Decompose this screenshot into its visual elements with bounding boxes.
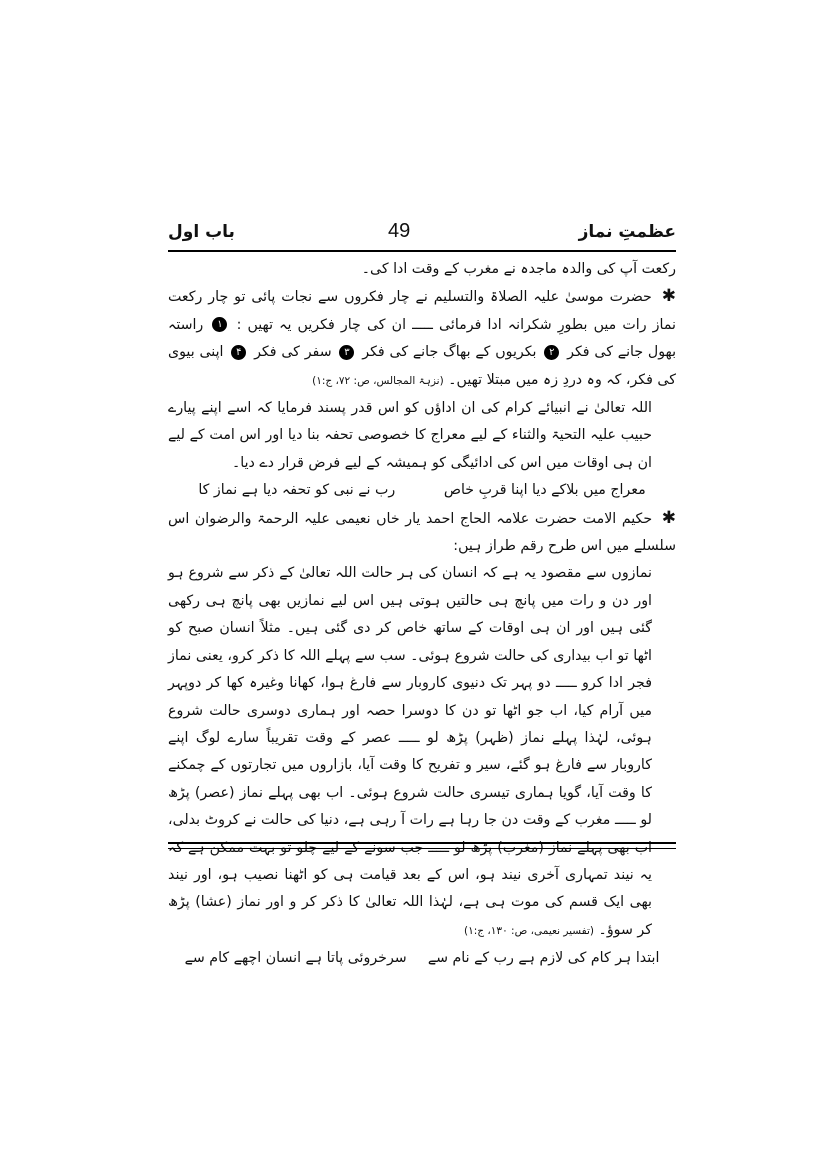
worry-3: سفر کی فکر bbox=[254, 344, 332, 361]
bullet-star-icon: ✱ bbox=[661, 507, 676, 528]
paragraph-2 bbox=[168, 283, 676, 395]
footer-rule-thin bbox=[168, 848, 676, 849]
worry-4: اپنی بیوی کی فکر، کہ وہ دردِ زہ میں مبتلا تھیں۔ bbox=[168, 344, 676, 388]
page-header bbox=[168, 220, 676, 250]
reference-1: (نزہۃ المجالس، ص: ۷۲، ج:۱) bbox=[312, 374, 444, 387]
number-badge-3: ۳ bbox=[339, 345, 354, 360]
paragraph-2-text: حضرت موسیٰ علیہ الصلاۃ والتسلیم نے چار فکروں سے نجات پائی تو چار رکعت نماز رات میں بطورِ شکرانہ ادا فرمائی ـــــ ان کی چار فکریں یہ تھیں : bbox=[168, 289, 677, 333]
book-title: عظمتِ نماز bbox=[578, 222, 676, 242]
worry-1: راستہ بھول جانے کی فکر bbox=[168, 316, 677, 361]
footer-rule-thick bbox=[168, 842, 676, 844]
body-text bbox=[168, 256, 676, 973]
page-number: 49 bbox=[388, 220, 411, 242]
couplet-2 bbox=[168, 945, 676, 972]
couplet-1-line-b: رب نے نبی کو تحفہ دیا ہے نماز کا bbox=[198, 482, 396, 499]
paragraph-5-text: نمازوں سے مقصود یہ ہے کہ انسان کی ہر حالت اللہ تعالیٰ کے ذکر سے شروع ہو اور دن و رات میں پانچ ہی حالتیں ہوتی ہیں اس لیے نمازیں بھی پانچ ہی رکھی گئی ہیں اور ان ہی اوقات کے ساتھ خاص کر دی گئی ہیں۔ مثلاً انسان صبح کو اٹھا تو اب بیداری کی حالت شروع ہوئی۔ سب سے پہلے اللہ کا ذکر کرو، یعنی نماز فجر ادا کرو ـــــ دو پہر تک دنیوی کاروبار سے فارغ ہوا، کھانا وغیرہ کھا کر دوپہر میں آرام کیا، اب جو اٹھا تو دن کا دوسرا حصہ اور ہماری دوسری حالت شروع ہوئی، لہٰذا پہلے نماز (ظہر) پڑھ لو ـــــ عصر کے وقت تقریباً سارے لوگ اپنے کاروبار سے فارغ ہو گئے، سیر و تفریح کا وقت آیا، بازاروں میں تجارتوں کے چمکنے کا وقت آیا، گویا ہماری تیسری حالت شروع ہوئی۔ اب بھی پہلے نماز (عصر) پڑھ لو ـــــ مغرب کے وقت دن جا رہا ہے رات آ رہی ہے، دنیا کی حالت نے کروٹ بدلی، اب بھی پہلے نماز (مغرب) پڑھ لو ـــــ جب سونے کے لیے چلو تو بہت ممکن ہے کہ یہ نیند تمہاری آخری نیند ہو، اس کے بعد قیامت ہی کو اٹھنا نصیب ہو، اور نیند بھی ایک قسم کی موت ہی ہے، لہٰذا اللہ تعالیٰ کا ذکر کر و اور نماز (عشا) پڑھ کر سوؤ۔ bbox=[168, 565, 652, 938]
couplet-1 bbox=[168, 477, 676, 504]
paragraph-1: رکعت آپ کی والدہ ماجدہ نے مغرب کے وقت ادا کی۔ bbox=[361, 261, 676, 277]
paragraph-3: اللہ تعالیٰ نے انبیائے کرام کی ان اداؤں کو اس قدر پسند فرمایا کہ اسے اپنے پیارے حبیب علیہ التحیۃ والثناء کے لیے معراج کا خصوصی تحفہ بنا دیا اور اس امت کے لیے ان ہی اوقات میں اس کی ادائیگی کو ہمیشہ کے لیے فرض قرار دے دیا۔ bbox=[168, 400, 652, 471]
header-rule bbox=[168, 250, 676, 252]
paragraph-4-text: حکیم الامت حضرت علامہ الحاج احمد یار خاں نعیمی علیہ الرحمۃ والرضوان اس سلسلے میں اس طرح رقم طراز ہیں: bbox=[168, 510, 676, 555]
couplet-1-line-a: معراج میں بلاکے دیا اپنا قربِ خاص bbox=[443, 482, 646, 499]
paragraph-4 bbox=[168, 505, 676, 561]
couplet-2-line-a: ابتدا ہر کام کی لازم ہے رب کے نام سے bbox=[427, 950, 660, 967]
chapter-label: باب اول bbox=[168, 222, 235, 242]
number-badge-4: ۴ bbox=[231, 345, 246, 360]
reference-2: (تفسیر نعیمی، ص: ۱۳۰، ج:۱) bbox=[464, 924, 594, 937]
worry-2: بکریوں کے بھاگ جانے کی فکر bbox=[362, 344, 537, 361]
paragraph-5 bbox=[168, 560, 676, 945]
number-badge-2: ۲ bbox=[544, 345, 559, 360]
bullet-star-icon: ✱ bbox=[661, 286, 676, 307]
couplet-2-line-b: سرخروئی پاتا ہے انسان اچھے کام سے bbox=[184, 950, 407, 967]
book-page bbox=[168, 220, 677, 967]
number-badge-1: ۱ bbox=[212, 317, 227, 332]
